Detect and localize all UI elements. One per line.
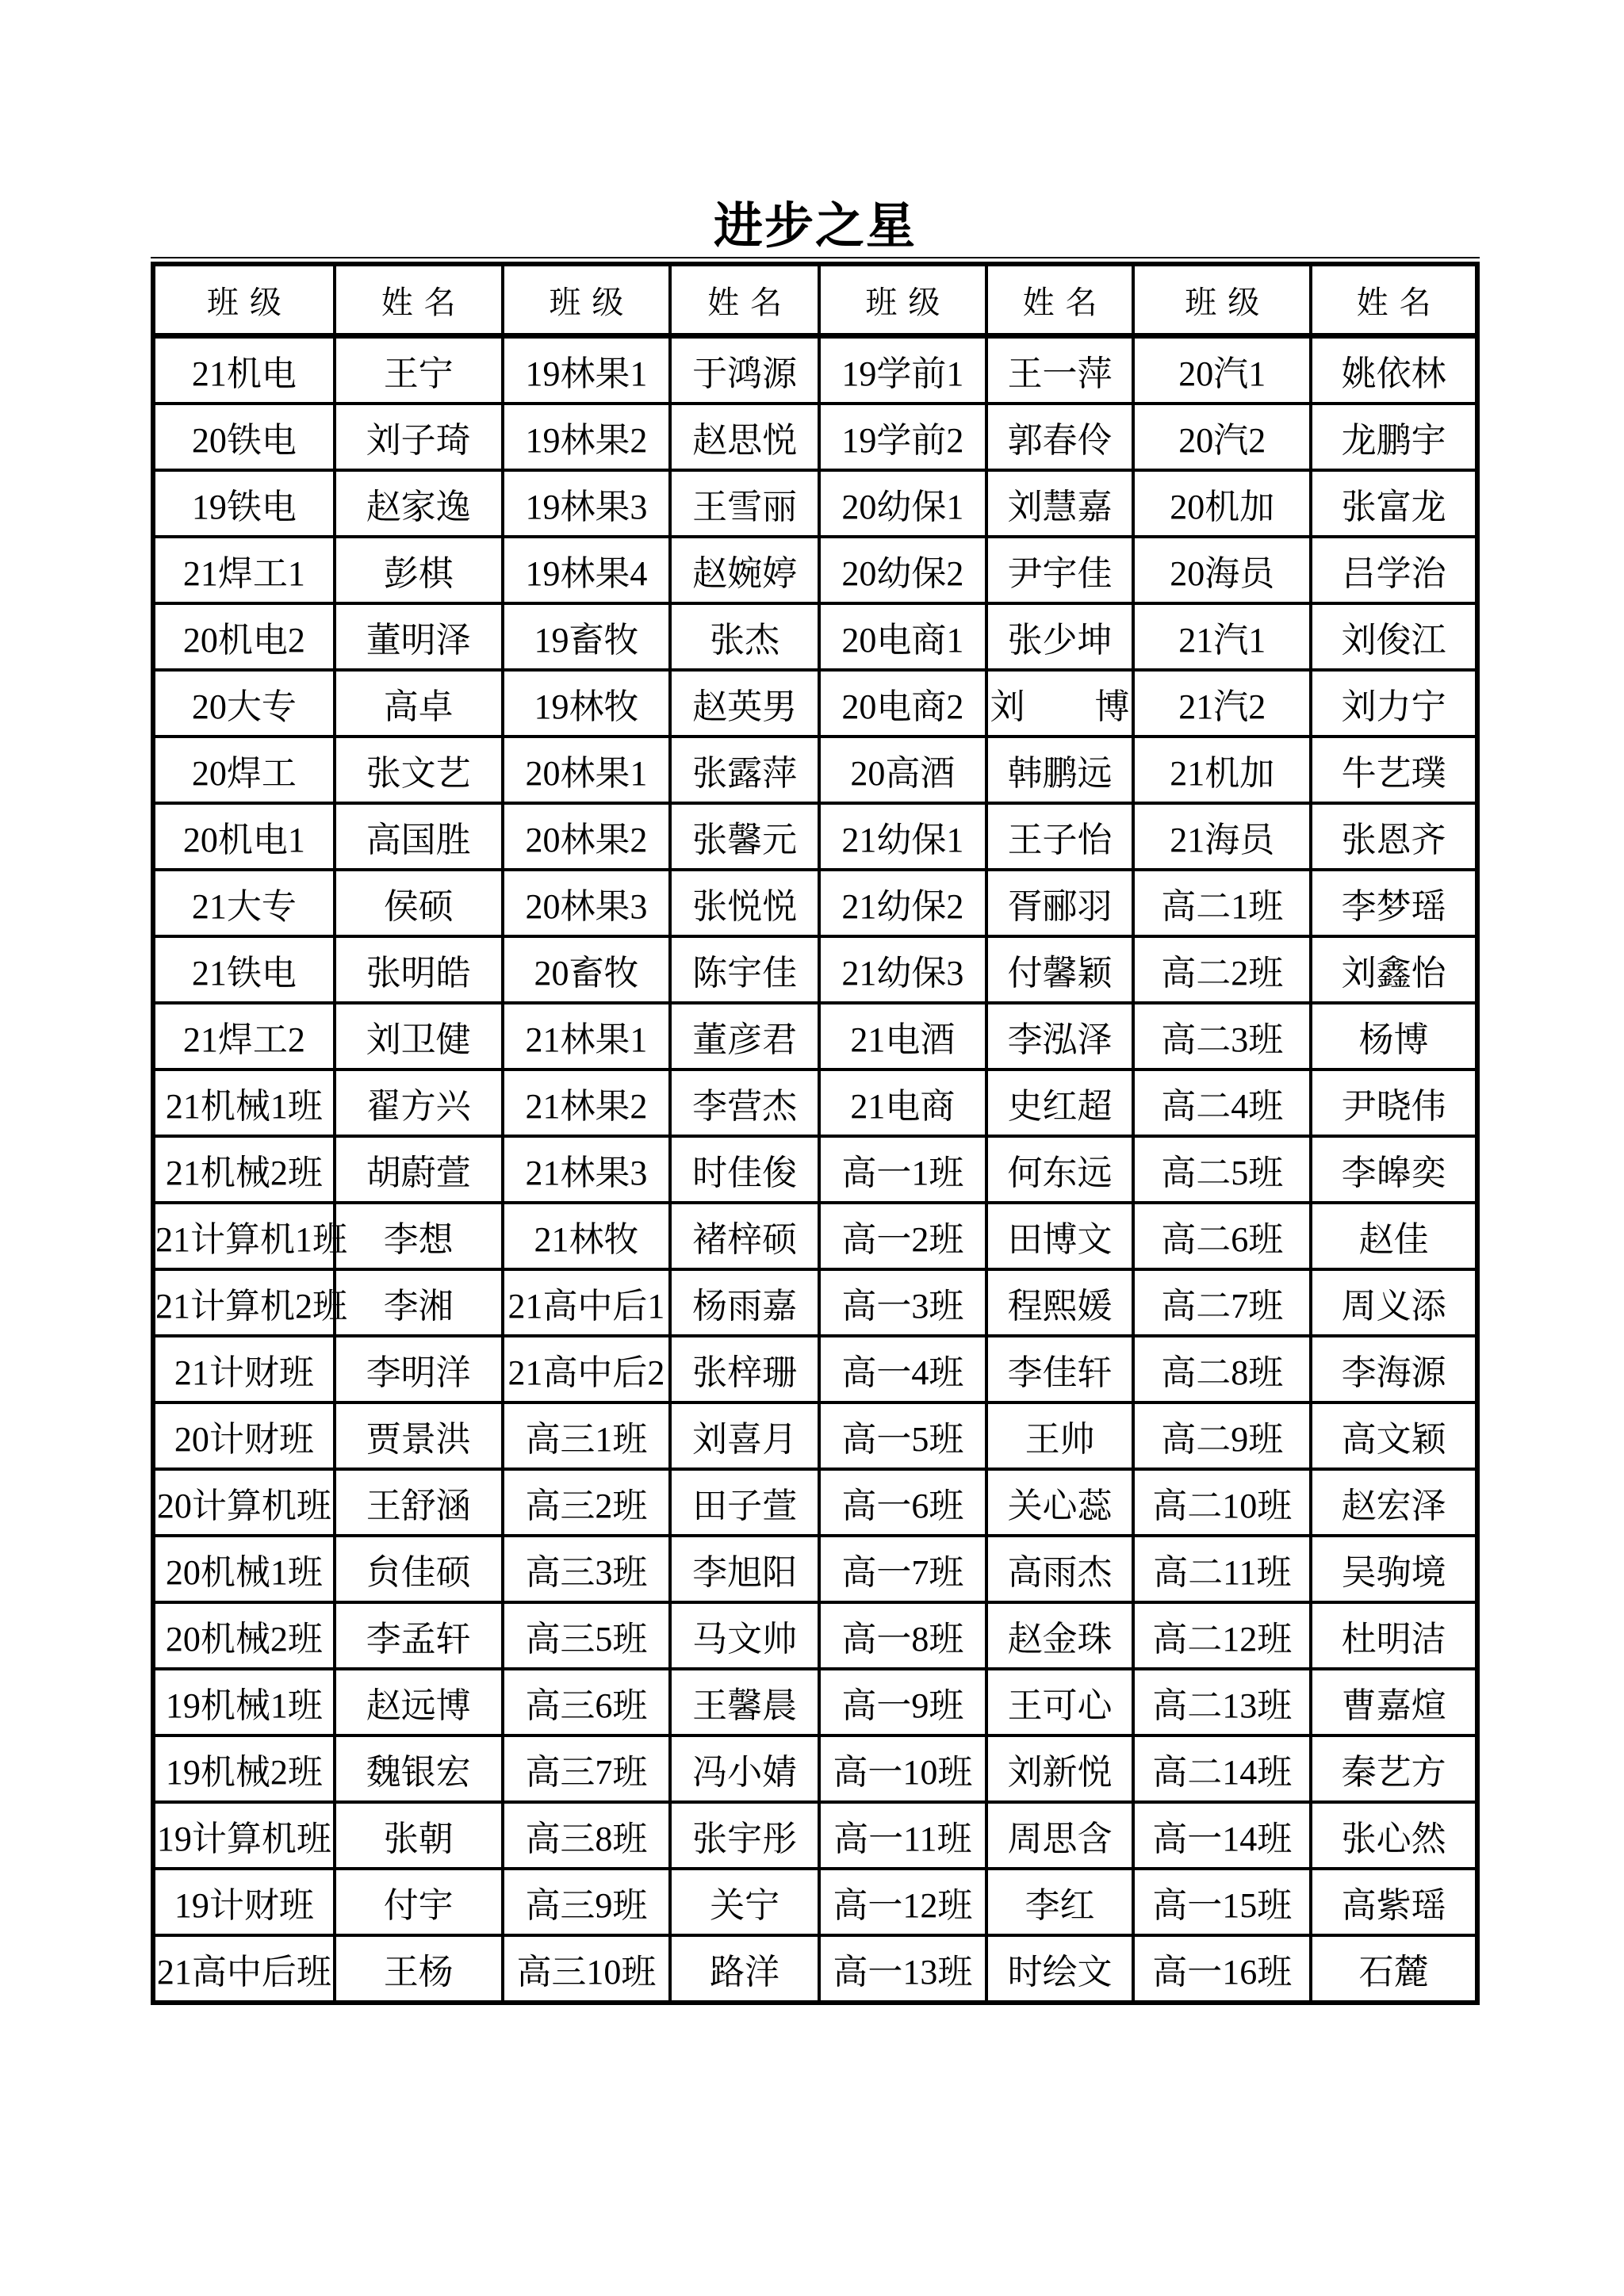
class-cell: 20高酒 [819,737,986,803]
class-cell: 20幼保2 [819,537,986,603]
name-cell: 张少坤 [986,603,1134,670]
class-cell: 高一11班 [819,1802,986,1869]
table-row [153,603,1477,670]
class-cell: 21焊工1 [153,537,335,603]
name-cell: 石麓 [1311,1935,1477,2003]
class-cell: 高三6班 [503,1669,671,1735]
class-cell: 高二3班 [1133,1003,1311,1070]
name-cell: 翟方兴 [335,1070,503,1136]
table-row [153,1070,1477,1136]
name-cell: 秦艺方 [1311,1735,1477,1802]
name-cell: 路洋 [670,1935,819,2003]
name-cell: 李想 [335,1203,503,1269]
class-cell: 20机电2 [153,603,335,670]
table-row [153,870,1477,936]
class-cell: 高一9班 [819,1669,986,1735]
name-cell: 赵婉婷 [670,537,819,603]
class-cell: 21林果1 [503,1003,671,1070]
table-row [153,1869,1477,1935]
class-cell: 21计财班 [153,1336,335,1402]
class-cell: 高一4班 [819,1336,986,1402]
class-cell: 20电商2 [819,670,986,737]
class-cell: 高三9班 [503,1869,671,1935]
class-cell: 高三2班 [503,1469,671,1536]
name-cell: 尹宇佳 [986,537,1134,603]
name-cell: 刘新悦 [986,1735,1134,1802]
table-head [153,264,1477,336]
name-cell: 李旭阳 [670,1536,819,1602]
name-column-header: 姓名 [335,264,503,336]
class-cell: 21机械1班 [153,1070,335,1136]
name-cell: 何东远 [986,1136,1134,1203]
name-cell: 刘喜月 [670,1402,819,1469]
table-row [153,670,1477,737]
name-cell: 刘鑫怡 [1311,936,1477,1003]
name-cell: 时绘文 [986,1935,1134,2003]
name-cell: 关心蕊 [986,1469,1134,1536]
table-row [153,404,1477,470]
class-cell: 高二8班 [1133,1336,1311,1402]
class-cell: 20焊工 [153,737,335,803]
table-row [153,1602,1477,1669]
name-column-header: 姓名 [986,264,1134,336]
class-cell: 19畜牧 [503,603,671,670]
name-cell: 李皞奕 [1311,1136,1477,1203]
name-cell: 张朝 [335,1802,503,1869]
name-cell: 高卓 [335,670,503,737]
name-cell: 龙鹏宇 [1311,404,1477,470]
class-cell: 19学前1 [819,336,986,404]
class-cell: 高一6班 [819,1469,986,1536]
class-cell: 高二6班 [1133,1203,1311,1269]
name-cell: 李佳轩 [986,1336,1134,1402]
name-cell: 贠佳硕 [335,1536,503,1602]
name-cell: 李红 [986,1869,1134,1935]
name-cell: 张悦悦 [670,870,819,936]
name-cell: 刘慧嘉 [986,470,1134,537]
class-cell: 19计算机班 [153,1802,335,1869]
name-cell: 张富龙 [1311,470,1477,537]
name-cell: 张馨元 [670,803,819,870]
name-cell: 侯硕 [335,870,503,936]
class-cell: 20汽1 [1133,336,1311,404]
class-cell: 21机电 [153,336,335,404]
class-cell: 21林牧 [503,1203,671,1269]
name-cell: 高国胜 [335,803,503,870]
header-row [153,264,1477,336]
class-cell: 19学前2 [819,404,986,470]
class-cell: 21高中后班 [153,1935,335,2003]
class-cell: 高三10班 [503,1935,671,2003]
name-cell: 刘俊江 [1311,603,1477,670]
name-cell: 张心然 [1311,1802,1477,1869]
class-cell: 高三3班 [503,1536,671,1602]
name-cell: 李海源 [1311,1336,1477,1402]
table-row [153,537,1477,603]
name-cell: 王杨 [335,1935,503,2003]
name-cell: 刘 博 [986,670,1134,737]
table-row [153,1136,1477,1203]
class-cell: 高一14班 [1133,1802,1311,1869]
class-cell: 21幼保1 [819,803,986,870]
class-cell: 20机加 [1133,470,1311,537]
name-cell: 董彦君 [670,1003,819,1070]
class-cell: 高一2班 [819,1203,986,1269]
table-row [153,1402,1477,1469]
class-column-header: 班级 [819,264,986,336]
class-cell: 20计算机班 [153,1469,335,1536]
name-cell: 付馨颖 [986,936,1134,1003]
name-cell: 胡蔚萱 [335,1136,503,1203]
class-cell: 21计算机1班 [153,1203,335,1269]
name-cell: 吴驹境 [1311,1536,1477,1602]
class-cell: 20铁电 [153,404,335,470]
name-cell: 陈宇佳 [670,936,819,1003]
class-cell: 高一13班 [819,1935,986,2003]
name-cell: 王可心 [986,1669,1134,1735]
class-cell: 20畜牧 [503,936,671,1003]
name-cell: 尹晓伟 [1311,1070,1477,1136]
class-cell: 21高中后1 [503,1269,671,1336]
name-column-header: 姓名 [1311,264,1477,336]
class-cell: 21幼保2 [819,870,986,936]
class-cell: 高二5班 [1133,1136,1311,1203]
class-cell: 19林果3 [503,470,671,537]
class-cell: 19机械1班 [153,1669,335,1735]
class-cell: 20林果1 [503,737,671,803]
class-cell: 20林果3 [503,870,671,936]
class-cell: 19林果1 [503,336,671,404]
class-cell: 高一1班 [819,1136,986,1203]
name-cell: 魏银宏 [335,1735,503,1802]
name-cell: 张明皓 [335,936,503,1003]
name-cell: 张露萍 [670,737,819,803]
name-cell: 韩鹏远 [986,737,1134,803]
table-row [153,470,1477,537]
name-cell: 田子萱 [670,1469,819,1536]
name-cell: 杜明洁 [1311,1602,1477,1669]
name-cell: 赵英男 [670,670,819,737]
class-cell: 21焊工2 [153,1003,335,1070]
class-cell: 21电商 [819,1070,986,1136]
class-cell: 19林果4 [503,537,671,603]
name-cell: 董明泽 [335,603,503,670]
name-cell: 于鸿源 [670,336,819,404]
name-cell: 刘卫健 [335,1003,503,1070]
name-cell: 赵家逸 [335,470,503,537]
name-cell: 曹嘉煊 [1311,1669,1477,1735]
name-cell: 胥郦羽 [986,870,1134,936]
class-cell: 高二7班 [1133,1269,1311,1336]
class-column-header: 班级 [153,264,335,336]
class-cell: 高二1班 [1133,870,1311,936]
progress-stars-table [151,262,1480,2005]
name-cell: 李孟轩 [335,1602,503,1669]
name-cell: 吕学治 [1311,537,1477,603]
name-cell: 程熙媛 [986,1269,1134,1336]
class-cell: 19铁电 [153,470,335,537]
name-cell: 李湘 [335,1269,503,1336]
name-cell: 张宇彤 [670,1802,819,1869]
name-cell: 关宁 [670,1869,819,1935]
name-cell: 周义添 [1311,1269,1477,1336]
class-cell: 21铁电 [153,936,335,1003]
class-cell: 19计财班 [153,1869,335,1935]
name-cell: 郭春伶 [986,404,1134,470]
class-cell: 19林果2 [503,404,671,470]
table-row [153,737,1477,803]
name-cell: 王舒涵 [335,1469,503,1536]
name-cell: 彭棋 [335,537,503,603]
class-cell: 高一15班 [1133,1869,1311,1935]
class-cell: 21计算机2班 [153,1269,335,1336]
name-cell: 李梦瑶 [1311,870,1477,936]
table-row [153,1003,1477,1070]
table-row [153,1536,1477,1602]
class-cell: 21汽1 [1133,603,1311,670]
page-title: 进步之星 [713,200,917,254]
class-cell: 20电商1 [819,603,986,670]
class-cell: 高二9班 [1133,1402,1311,1469]
class-cell: 高一12班 [819,1869,986,1935]
table-row [153,1269,1477,1336]
class-cell: 20计财班 [153,1402,335,1469]
class-cell: 高二2班 [1133,936,1311,1003]
class-cell: 高一7班 [819,1536,986,1602]
class-cell: 21机械2班 [153,1136,335,1203]
name-cell: 张杰 [670,603,819,670]
table-row [153,1669,1477,1735]
name-cell: 王雪丽 [670,470,819,537]
table-row [153,1935,1477,2003]
name-cell: 姚依林 [1311,336,1477,404]
name-cell: 赵金珠 [986,1602,1134,1669]
name-cell: 赵远博 [335,1669,503,1735]
class-cell: 高二11班 [1133,1536,1311,1602]
name-cell: 杨雨嘉 [670,1269,819,1336]
name-cell: 王宁 [335,336,503,404]
class-cell: 高三1班 [503,1402,671,1469]
class-cell: 高一8班 [819,1602,986,1669]
class-cell: 20机械1班 [153,1536,335,1602]
name-column-header: 姓名 [670,264,819,336]
table-row [153,1336,1477,1402]
class-cell: 高二4班 [1133,1070,1311,1136]
name-cell: 张文艺 [335,737,503,803]
name-cell: 褚梓硕 [670,1203,819,1269]
name-cell: 张恩齐 [1311,803,1477,870]
class-cell: 19林牧 [503,670,671,737]
class-cell: 20幼保1 [819,470,986,537]
class-cell: 高二14班 [1133,1735,1311,1802]
name-cell: 李泓泽 [986,1003,1134,1070]
class-cell: 20汽2 [1133,404,1311,470]
name-cell: 王馨晨 [670,1669,819,1735]
table-body [153,336,1477,2003]
name-cell: 李明洋 [335,1336,503,1402]
name-cell: 付宇 [335,1869,503,1935]
table-row [153,1469,1477,1536]
name-cell: 刘子琦 [335,404,503,470]
table-row [153,1802,1477,1869]
class-cell: 20大专 [153,670,335,737]
class-cell: 21林果2 [503,1070,671,1136]
class-cell: 高三8班 [503,1802,671,1869]
class-column-header: 班级 [1133,264,1311,336]
name-cell: 赵佳 [1311,1203,1477,1269]
name-cell: 高雨杰 [986,1536,1134,1602]
class-cell: 21大专 [153,870,335,936]
name-cell: 李营杰 [670,1070,819,1136]
class-cell: 20机械2班 [153,1602,335,1669]
table-container [151,257,1480,2005]
name-cell: 王帅 [986,1402,1134,1469]
class-column-header: 班级 [503,264,671,336]
class-cell: 高一10班 [819,1735,986,1802]
name-cell: 王子怡 [986,803,1134,870]
class-cell: 高三5班 [503,1602,671,1669]
name-cell: 牛艺璞 [1311,737,1477,803]
name-cell: 张梓珊 [670,1336,819,1402]
name-cell: 王一萍 [986,336,1134,404]
class-cell: 高二10班 [1133,1469,1311,1536]
class-cell: 19机械2班 [153,1735,335,1802]
name-cell: 刘力宁 [1311,670,1477,737]
name-cell: 田博文 [986,1203,1134,1269]
table-row [153,803,1477,870]
class-cell: 20海员 [1133,537,1311,603]
class-cell: 高二12班 [1133,1602,1311,1669]
class-cell: 高二13班 [1133,1669,1311,1735]
name-cell: 杨博 [1311,1003,1477,1070]
class-cell: 高一5班 [819,1402,986,1469]
name-cell: 周思含 [986,1802,1134,1869]
name-cell: 贾景洪 [335,1402,503,1469]
class-cell: 21机加 [1133,737,1311,803]
class-cell: 21海员 [1133,803,1311,870]
class-cell: 21高中后2 [503,1336,671,1402]
name-cell: 马文帅 [670,1602,819,1669]
name-cell: 赵宏泽 [1311,1469,1477,1536]
class-cell: 高三7班 [503,1735,671,1802]
table-row [153,1203,1477,1269]
class-cell: 21幼保3 [819,936,986,1003]
name-cell: 高紫瑶 [1311,1869,1477,1935]
class-cell: 21电酒 [819,1003,986,1070]
class-cell: 21汽2 [1133,670,1311,737]
name-cell: 史红超 [986,1070,1134,1136]
class-cell: 20机电1 [153,803,335,870]
table-row [153,336,1477,404]
table-row [153,1735,1477,1802]
table-row [153,936,1477,1003]
name-cell: 冯小婧 [670,1735,819,1802]
name-cell: 高文颖 [1311,1402,1477,1469]
class-cell: 高一16班 [1133,1935,1311,2003]
name-cell: 时佳俊 [670,1136,819,1203]
name-cell: 赵思悦 [670,404,819,470]
class-cell: 高一3班 [819,1269,986,1336]
class-cell: 21林果3 [503,1136,671,1203]
class-cell: 20林果2 [503,803,671,870]
